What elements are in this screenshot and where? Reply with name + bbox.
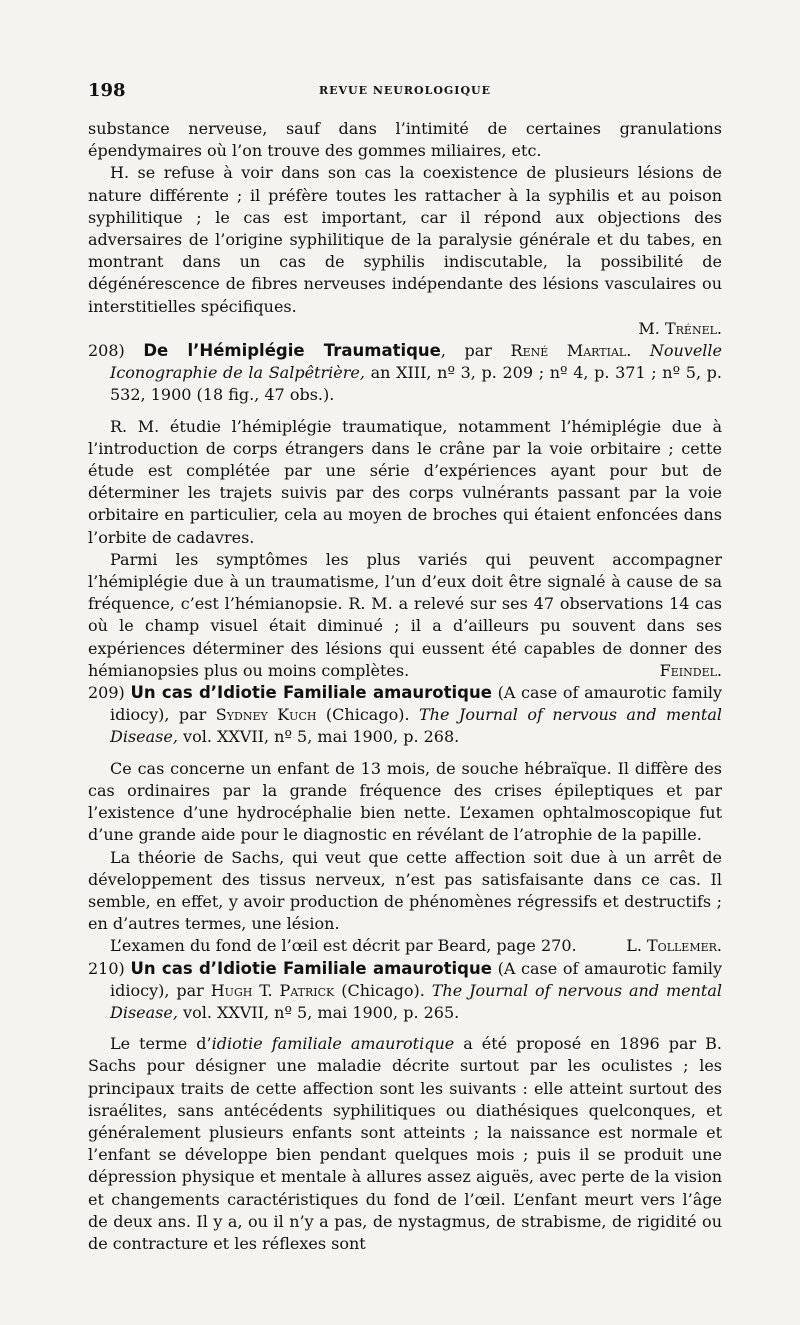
entry-209-title: Un cas d’Idiotie Familiale amaurotique [130,683,492,703]
signature-tollemer: L. Tollemer. [626,936,722,956]
entry-210-subtitle: (A case of amaurotic family idiocy), par [110,958,723,1000]
entry-210-heading [88,958,722,1025]
entry-210-journal: The Journal of nervous and mental Disease, [110,980,723,1022]
page-number: 198 [88,80,126,101]
entry-210-paragraph-1-start: Le terme d’ [110,1034,212,1054]
entry-209-journal: The Journal of nervous and mental Disease, [110,705,722,747]
entry-209-heading [88,682,722,749]
entry-208-paragraph-2-text: Parmi les symptômes les plus variés qui peuvent accompagner l’hémiplégie due à un traumatisme, l’un d’eux doit être signalé à cause de sa fréquence, c’est l’hémianopsie. R. M. a relevé sur ses 47 observations 14 cas où le champ visuel était diminué ; il a d’ailleurs pu souvent dans ses expériences déterminer des lésions qui eussent été capables de donner des hémianopsies plus ou moins complètes. [88,549,722,680]
running-head: REVUE NEUROLOGIQUE [318,84,492,97]
entry-210-title: Un cas d’Idiotie Familiale amaurotique [130,958,492,978]
page-content [88,118,722,1255]
signature-trenel: M. Trénel. [638,318,722,338]
entry-209-subtitle: (A case of amaurotic family idiocy), par [110,683,723,725]
entry-210-place: (Chicago). [341,980,425,1000]
entry-208-heading: 208) De l’Hémiplégie Traumatique, par René Martial. Nouvelle Iconographie de la Salpêtrière, an XIII, nº 3, p. 209 ; nº 4, p. 371 ; nº 5, p. 532, 1900 (18 fig., 47 obs.). [88,341,723,405]
entry-209-paragraph-3-text: L’examen du fond de l’œil est décrit par Beard, page 270. [110,936,577,956]
signature-feindel: Feindel. [659,660,722,680]
entry-210-author: Hugh T. Patrick [210,980,335,1000]
entry-210-citation: vol. XXVII, nº 5, mai 1900, p. 265. [183,1002,460,1022]
entry-208-citation: an XIII, nº 3, p. 209 ; nº 4, p. 371 ; nº 5, p. 532, 1900 (18 fig., 47 obs.). [110,363,723,405]
entry-210-paragraph-1 [88,1033,722,1255]
entry-208-journal: Nouvelle Iconographie de la Salpêtrière, [110,341,723,383]
entry-210-term: idiotie familiale amaurotique [211,1034,455,1054]
entry-209-author: Sydney Kuch [215,705,317,725]
entry-208-by: , par [440,341,492,361]
intro-paragraph-2: H. se refuse à voir dans son cas la coexistence de plusieurs lésions de nature différente ; il préfère toutes les rattacher à la syphilis et au poison syphilitique ; le cas est important, car il répond aux objections des adversaires de l’origine syphilitique de la paralysie générale et du tabes, en montrant dans un cas de syphilis indiscutable, la possibilité de dégénérescence de fibres nerveuses indépendante des lésions vasculaires ou interstitielles spécifiques. [88,163,722,316]
entry-208-title: De l’Hémiplégie Traumatique [143,341,441,361]
entry-208-number: 208) [88,341,125,361]
page-header [88,80,722,104]
entry-208-paragraph-1: R. M. étudie l’hémiplégie traumatique, notamment l’hémiplégie due à l’introduction de corps étrangers dans le crâne par la voie orbitaire ; cette étude est complétée par une série d’expériences ayant pour but de déterminer les trajets suivis par des corps vulnérants passant par la voie orbitaire en particulier, cela au moyen de broches qui étaient enfoncées dans l’orbite de cadavres. [88,416,722,547]
entry-209-paragraph-1: Ce cas concerne un enfant de 13 mois, de souche hébraïque. Il diffère des cas ordinaires par la grande fréquence des crises épileptiques et par l’existence d’une hydrocéphalie bien nette. L’examen ophtalmoscopique fut d’une grande aide pour le diagnostic en révélant de l’atrophie de la papille. [88,758,722,845]
intro-paragraph-1: substance nerveuse, sauf dans l’intimité de certaines granulations épendymaires où l’on trouve des gommes miliaires, etc. [88,119,722,161]
entry-208-paragraph-2 [88,549,722,682]
entry-208-author: René Martial [510,341,627,361]
entry-209-paragraph-2: La théorie de Sachs, qui veut que cette affection soit due à un arrêt de développement des tissus nerveux, n’est pas satisfaisante dans ce cas. Il semble, en effet, y avoir production de phénomènes régressifs et destructifs ; en d’autres termes, une lésion. [88,847,722,934]
entry-210-number: 210) [88,958,125,978]
entry-209-place: (Chicago). [325,705,410,725]
entry-209-citation: vol. XXVII, nº 5, mai 1900, p. 268. [183,727,460,747]
entry-209-paragraph-3 [88,935,722,957]
entry-210-paragraph-1-rest: a été proposé en 1896 par B. Sachs pour désigner une maladie décrite surtout par les oculistes ; les principaux traits de cette affection sont les suivants : elle atteint surtout des israélites, sans antécédents syphilitiques ou diathésiques quelconques, et généralement plusieurs enfants sont atteints ; la naissance est normale et l’enfant se développe bien pendant quelques mois ; puis il se produit une dépression physique et mentale à allures assez aiguës, avec perte de la vision et changements caractéristiques du fond de l’œil. L’enfant meurt vers l’âge de deux ans. Il y a, ou il n’y a pas, de nystagmus, de strabisme, de rigidité ou de contracture et les réflexes sont [88,1034,722,1253]
entry-209-number: 209) [88,683,125,703]
